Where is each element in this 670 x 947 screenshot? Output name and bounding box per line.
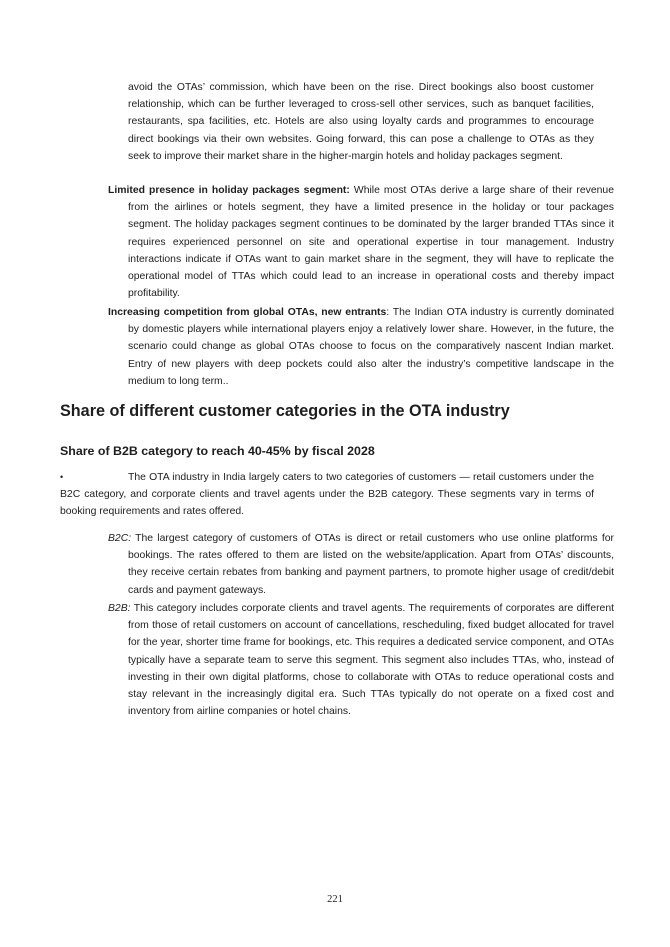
section-heading: Share of different customer categories in the OTA industry [60, 402, 510, 420]
category-b2c [108, 530, 614, 599]
point-limited-presence [108, 182, 614, 302]
page-number: 221 [327, 894, 343, 905]
category-text: The largest category of customers of OTAs is direct or retail customers who use online platforms for bookings. The rates offered to them are listed on the website/application. Apart from OTAs’ discounts, they receive certain rebates from banking and payment partners, to promote higher usage of credit/debit cards and payment gateways. [128, 533, 614, 596]
bullet-paragraph [60, 469, 594, 521]
bullet-icon: • [60, 472, 64, 482]
point-increasing-competition [108, 304, 614, 390]
category-label: B2B: [108, 603, 131, 614]
point-text: : The Indian OTA industry is currently dominated by domestic players while international players enjoy a relatively lower share. However, in the future, the scenario could change as global OTAs choose to focus on the comparatively nascent Indian market. Entry of new players with deep pockets could also alter the industry’s competitive landscape in the medium to long term.. [128, 307, 614, 387]
category-label: B2C: [108, 533, 132, 544]
category-text: This category includes corporate clients and travel agents. The requirements of corporates are different from those of retail customers on account of cancellations, rescheduling, fixed budget allocated for travel for the year, shorter time frame for bookings, etc. This requires a dedicated service component, and OTAs typically have a separate team to serve this segment. This segment also includes TTAs, who, instead of investing in their own digital platforms, chose to collaborate with OTAs to reduce operational costs and stay relevant in the increasingly digital era. Such TTAs typically do not operate on a fixed cost and inventory from airline companies or hotel chains. [128, 603, 614, 718]
point-title: Increasing competition from global OTAs, new entrants [108, 307, 387, 318]
sub-heading: Share of B2B category to reach 40-45% by fiscal 2028 [60, 444, 375, 458]
point-title: Limited presence in holiday packages segment: [108, 185, 350, 196]
category-b2b [108, 600, 614, 720]
point-text: While most OTAs derive a large share of their revenue from the airlines or hotels segment, they have a limited presence in the holiday or tour packages segment. The holiday packages segment continues to be dominated by the larger branded TTAs since it requires experienced personnel on site and operational expertise in tour management. Industry interactions indicate if OTAs want to gain market share in the segment, they will have to replicate the operational model of TTAs which could lead to an increase in operational costs and thereby impact profitability. [128, 185, 614, 300]
bullet-text: The OTA industry in India largely caters to two categories of customers — retail customers under the B2C category, and corporate clients and travel agents under the B2B category. These segments vary in terms of booking requirements and rates offered. [60, 472, 594, 518]
intro-continuation-paragraph: avoid the OTAs’ commission, which have been on the rise. Direct bookings also boost customer relationship, which can be further leveraged to cross-sell other services, such as banquet facilities, restaurants, spa facilities, etc. Hotels are also using loyalty cards and programmes to encourage direct bookings via their own websites. Going forward, this can pose a challenge to OTAs as they seek to improve their market share in the higher-margin hotels and holiday packages segment. [128, 82, 594, 162]
